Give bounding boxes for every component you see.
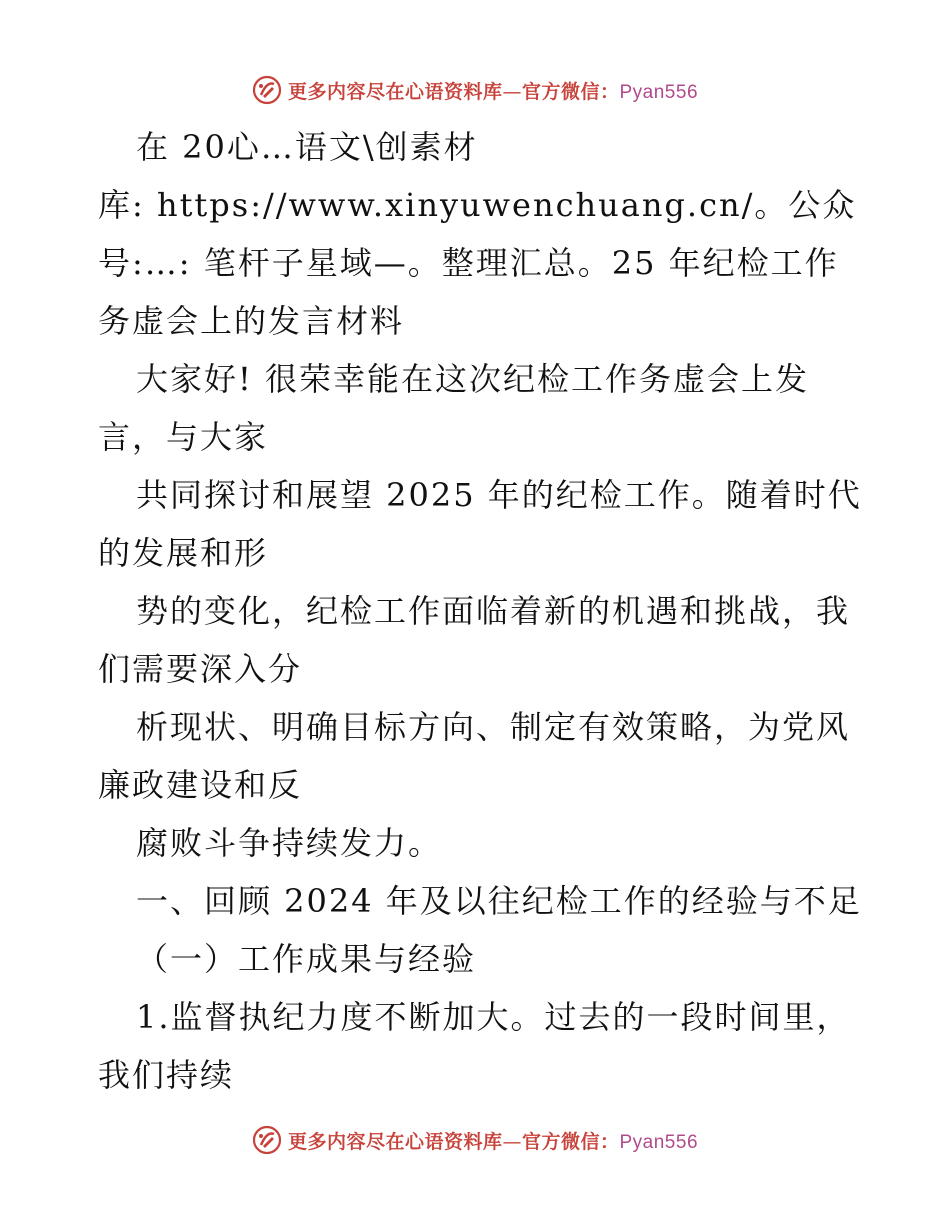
library-logo-icon — [252, 75, 282, 105]
body-line: 库: https://www.xinyuwenchuang.cn/。公众 — [98, 186, 857, 224]
body-line: 的发展和形 — [98, 534, 269, 572]
banner-account: Pyan556 — [619, 81, 699, 103]
section-heading: 一、回顾 2024 年及以往纪检工作的经验与不足 — [136, 882, 862, 920]
body-line: 1.监督执纪力度不断加大。过去的一段时间里， — [136, 998, 851, 1036]
body-line: 我们持续 — [98, 1056, 235, 1094]
banner-official-label: 官方微信： — [521, 80, 620, 103]
banner-separator: — — [502, 80, 522, 103]
banner-account: Pyan556 — [619, 1131, 699, 1153]
body-line: 号:…: 笔杆子星域—。整理汇总。25 年纪检工作 — [98, 244, 839, 282]
body-line: 务虚会上的发言材料 — [98, 302, 405, 340]
body-line: 腐败斗争持续发力。 — [136, 824, 443, 862]
body-line: 共同探讨和展望 2025 年的纪检工作。随着时代 — [136, 476, 862, 514]
footer-banner — [0, 1120, 950, 1160]
banner-slogan: 更多内容尽在心语资料库 — [287, 1130, 503, 1153]
banner-separator: — — [502, 1130, 522, 1153]
banner-slogan: 更多内容尽在心语资料库 — [287, 80, 503, 103]
banner-official-label: 官方微信： — [521, 1130, 620, 1153]
body-line: 言，与大家 — [98, 418, 269, 456]
library-logo-icon — [252, 1125, 282, 1155]
body-line: 大家好! 很荣幸能在这次纪检工作务虚会上发 — [136, 360, 810, 398]
body-line: 廉政建设和反 — [98, 766, 303, 804]
body-line: 在 20心…语文\创素材 — [136, 128, 478, 166]
body-line: 析现状、明确目标方向、制定有效策略，为党风 — [136, 708, 851, 746]
body-line: 们需要深入分 — [98, 650, 303, 688]
body-line: 势的变化，纪检工作面临着新的机遇和挑战，我 — [136, 592, 851, 630]
header-banner — [0, 70, 950, 110]
document-body — [98, 118, 862, 1104]
subsection-heading: （一）工作成果与经验 — [136, 940, 477, 978]
